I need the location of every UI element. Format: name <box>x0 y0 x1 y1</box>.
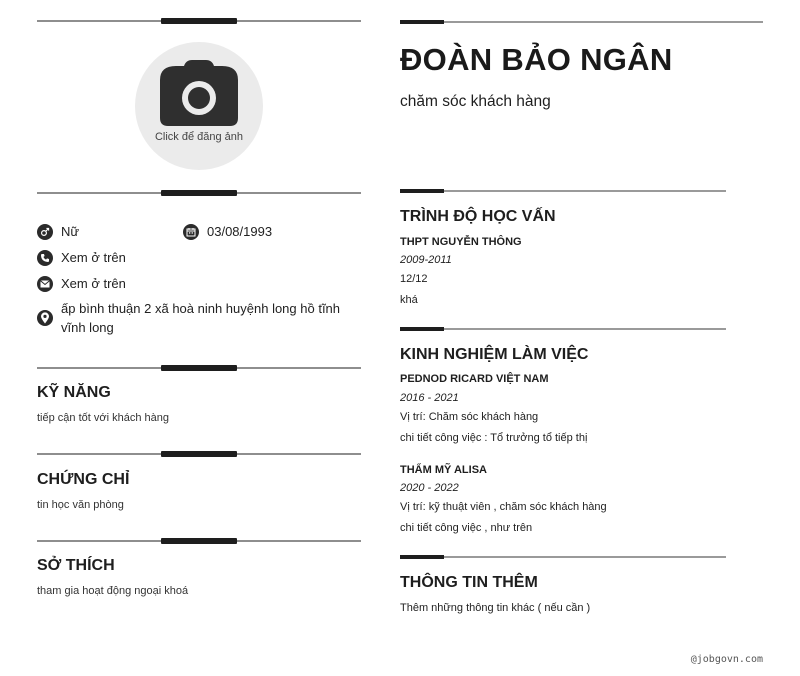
job-1-position: Vị trí: Chăm sóc khách hàng <box>400 411 539 423</box>
divider-extra <box>400 554 726 560</box>
education-school: THPT NGUYỄN THÔNG <box>400 236 522 248</box>
phone-value: Xem ở trên <box>61 250 126 265</box>
job-1-detail: chi tiết công việc : Tổ trưởng tổ tiếp thị <box>400 432 588 444</box>
gender-value: Nữ <box>61 224 80 239</box>
watermark: @jobgovn.com <box>690 654 763 665</box>
job-2-detail: chi tiết công việc , như trên <box>400 522 533 534</box>
hobbies-title: SỞ THÍCH <box>37 557 115 574</box>
job-title: chăm sóc khách hàng <box>400 93 551 110</box>
education-rank: khá <box>400 294 418 306</box>
experience-title: KINH NGHIỆM LÀM VIỆC <box>400 346 589 363</box>
gender-icon <box>37 224 53 240</box>
email-icon <box>37 276 53 292</box>
divider-skills <box>37 364 361 372</box>
job-2-period: 2020 - 2022 <box>400 482 459 494</box>
extra-text: Thêm những thông tin khác ( nếu cần ) <box>400 602 591 614</box>
job-2-position: Vị trí: kỹ thuật viên , chăm sóc khách hàng <box>400 501 607 513</box>
avatar-caption: Click để đăng ảnh <box>154 131 244 143</box>
certificates-title: CHỨNG CHỈ <box>37 471 130 488</box>
calendar-icon <box>183 224 199 240</box>
divider-top-right <box>400 19 763 25</box>
job-1-period: 2016 - 2021 <box>400 392 459 404</box>
education-title: TRÌNH ĐỘ HỌC VẤN <box>400 208 556 225</box>
extra-title: THÔNG TIN THÊM <box>400 574 538 591</box>
divider-certificates <box>37 450 361 458</box>
certificates-text: tin học văn phòng <box>37 499 124 511</box>
phone-icon <box>37 250 53 266</box>
skills-title: KỸ NĂNG <box>37 384 111 401</box>
location-icon <box>37 310 53 326</box>
job-2-company: THẨM MỸ ALISA <box>400 464 487 476</box>
address-value: ấp bình thuận 2 xã hoà ninh huyệnh long hồ tĩnh vĩnh long <box>61 301 341 335</box>
avatar-upload[interactable] <box>135 42 263 170</box>
education-period: 2009-2011 <box>400 254 452 266</box>
birthday-value: 03/08/1993 <box>207 224 273 239</box>
divider-top-left <box>37 17 361 25</box>
skills-text: tiếp cận tốt với khách hàng <box>37 412 169 424</box>
job-1-company: PEDNOD RICARD VIỆT NAM <box>400 373 549 385</box>
divider-experience <box>400 326 726 332</box>
hobbies-text: tham gia hoạt động ngoại khoá <box>37 585 189 597</box>
education-grade: 12/12 <box>400 273 428 285</box>
divider-contact <box>37 189 361 197</box>
camera-icon <box>160 60 238 128</box>
candidate-name: ĐOÀN BẢO NGÂN <box>400 42 673 77</box>
email-value: Xem ở trên <box>61 276 126 291</box>
divider-education <box>400 188 726 194</box>
divider-hobbies <box>37 537 361 545</box>
